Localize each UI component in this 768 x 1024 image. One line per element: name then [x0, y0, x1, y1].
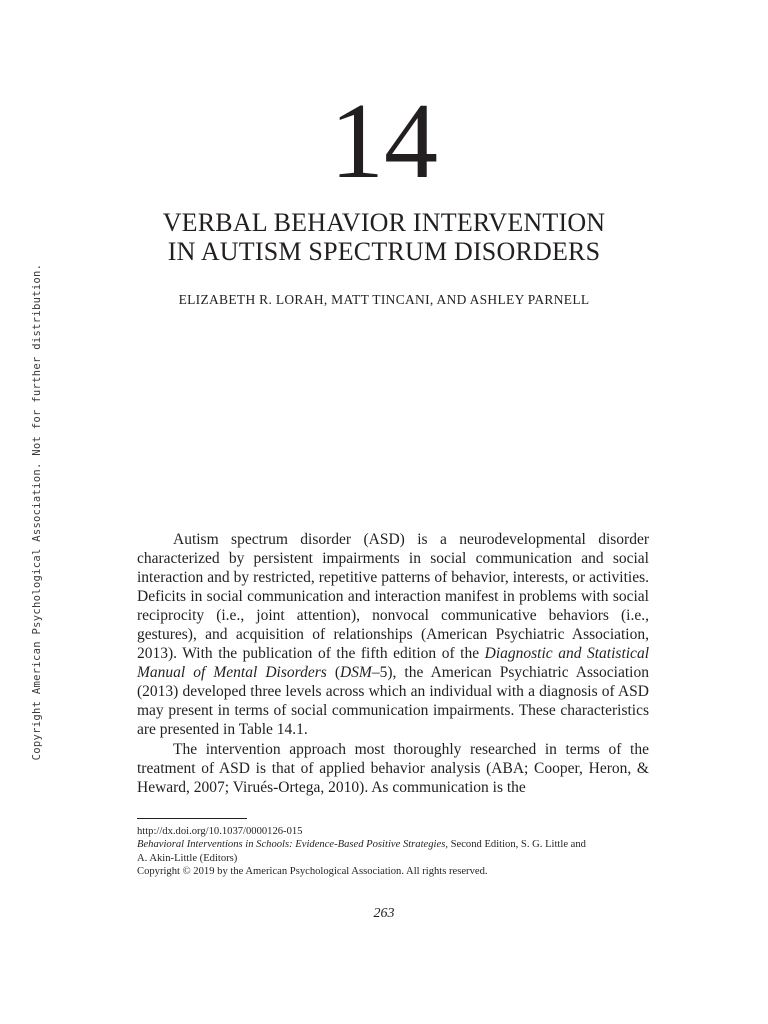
paragraph-1: [137, 530, 649, 740]
body-text: [137, 530, 649, 797]
editors-line: A. Akin-Little (Editors): [137, 852, 238, 864]
copyright-watermark: Copyright American Psychological Association. Not for further distribution.: [31, 263, 43, 761]
manual-title: Diagnostic and Statistical Manual of Mental Disorders: [137, 645, 649, 682]
paragraph-1-text-b: (: [326, 664, 340, 682]
chapter-title-line-2: IN AUTISM SPECTRUM DISORDERS: [167, 237, 601, 266]
dsm-abbrev: DSM: [339, 664, 372, 682]
chapter-authors: ELIZABETH R. LORAH, MATT TINCANI, AND ASHLEY PARNELL: [178, 292, 590, 307]
book-title: Behavioral Interventions in Schools: Evidence-Based Positive Strategies: [137, 839, 446, 851]
book-edition-editors: , Second Edition, S. G. Little and: [445, 839, 586, 851]
doi-link[interactable]: http://dx.doi.org/10.1037/0000126-015: [137, 826, 303, 837]
copyright-line: Copyright © 2019 by the American Psychological Association. All rights reserved.: [137, 865, 488, 877]
chapter-title: [0, 208, 768, 266]
chapter-title-line-1: VERBAL BEHAVIOR INTERVENTION: [162, 208, 606, 237]
paragraph-2: The intervention approach most thoroughly researched in terms of the treatment of ASD is that of applied behavior analysis (ABA; Cooper, Heron, & Heward, 2007; Virués-Ortega, 2010). As communication is the: [137, 740, 649, 796]
book-citation: [137, 838, 657, 851]
paragraph-1-text-a: Autism spectrum disorder (ASD) is a neurodevelopmental disorder characterized by persistent impairments in social communication and social interaction and by restricted, repetitive patterns of behavior, interests, or activities. Deficits in social communication and interaction manifest in problems with social reciprocity (i.e., joint attention), nonvocal communicative behaviors (i.e., gestures), and acquisition of relationships (American Psychiatric Association, 2013). With the publication of the fifth edition of the: [137, 531, 649, 663]
chapter-number: 14: [330, 82, 438, 201]
paragraph-1-text-c: –5), the American Psychiatric Association (2013) developed three levels across which an individual with a diagnosis of ASD may present in terms of social communication impairments. These characteristics are presented in Table 14.1.: [137, 664, 649, 739]
footnotes: [137, 825, 657, 878]
footnote-rule: [137, 818, 247, 819]
page-number: 263: [373, 906, 395, 921]
